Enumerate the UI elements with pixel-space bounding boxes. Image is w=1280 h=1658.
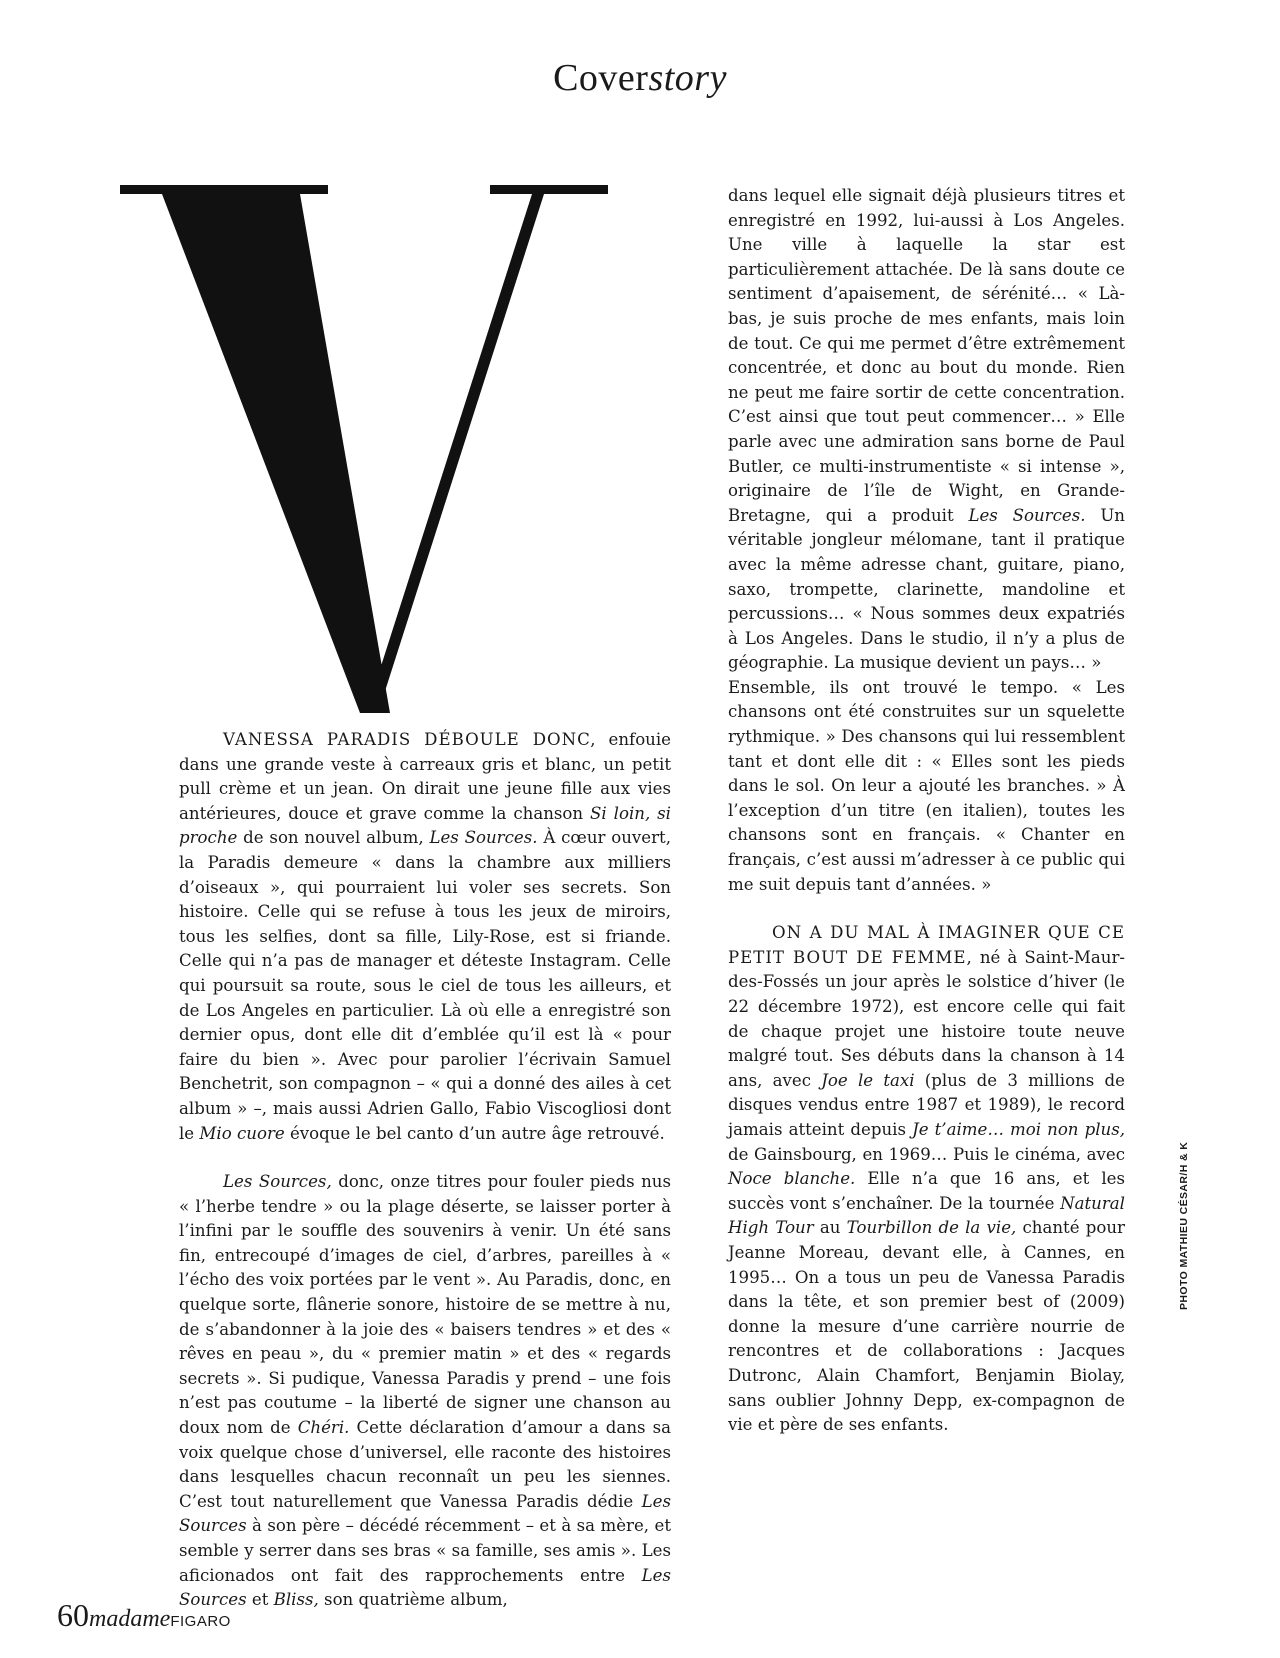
text: À cœur ouvert, la Paradis demeure « dans la chambre aux milliers d’oiseaux », qui pourraient lui voler ses secrets. Son histoire. Celle qui se refuse à tous les jeux de miroirs, tous les selfies, dont sa fille, Lily-Rose, est si friande. Celle qui n’a pas de manager et déteste Instagram. Celle qui poursuit sa route, sous le ciel de tous les ailleurs, et de Los Angeles en particulier. Là où elle a enregistré son dernier opus, dont elle dit d’emblée qu’il est là « pour faire du bien ». Avec pour parolier l’écrivain Samuel Benchetrit, son compagnon – « qui a donné des ailes à cet album » –, mais aussi Adrien Gallo, Fabio Viscogliosi dont le — [179, 828, 672, 1143]
album-title: Les Sources. — [968, 505, 1086, 525]
lead-in: ON A DU MAL À IMAGINER QUE CE PETIT BOUT DE FEMME, — [728, 923, 1125, 967]
text: dans lequel elle signait déjà plusieurs titres et enregistré en 1992, lui-aussi à Los Angeles. Une ville à laquelle la star est particulièrement attachée. De là sans doute ce sentiment d’apaisement, de sérénité… « Là-bas, je suis proche de mes enfants, mais loin de tout. Ce qui me permet d’être extrêmement concentrée, et donc au bout du monde. Rien ne peut me faire sortir de cette concentration. C’est ainsi que tout peut commencer… » Elle parle avec une admiration sans borne de Paul Butler, ce multi-instrumentiste « si intense », originaire de l’île de Wight, en Grande-Bretagne, qui a produit — [728, 186, 1125, 525]
photo-credit: PHOTO MATHIEU CÉSAR/H & K — [1178, 1141, 1190, 1310]
logo-madame: madame — [89, 1606, 171, 1632]
paragraph — [179, 728, 671, 1146]
paragraph — [179, 1170, 671, 1613]
text: Un véritable jongleur mélomane, tant il pratique avec la même adresse chant, guitare, piano, saxo, trompette, clarinette, mandoline et percussions… « Nous sommes deux expatriés à Los Angeles. Dans le studio, il n’y a plus de géographie. La musique devient un pays… » — [728, 505, 1125, 673]
text: à son père – décédé récemment – et à sa mère, et semble y serrer dans ses bras « sa famille, ses amis ». Les aficionados ont fait des rapprochements entre — [179, 1516, 671, 1585]
text: de Gainsbourg, en 1969… Puis le cinéma, avec — [728, 1144, 1125, 1164]
lead-in: VANESSA PARADIS DÉBOULE DONC, — [223, 730, 597, 749]
text: de son nouvel album, — [237, 828, 430, 848]
album-title: Les Sources — [179, 1491, 671, 1536]
text: né à Saint-Maur-des-Fossés un jour après le solstice d’hiver (le 22 décembre 1972), est encore celle qui fait de chaque projet une histoire toute neuve malgré tout. Ses débuts dans la chanson à 14 ans, avec — [728, 947, 1125, 1090]
drop-cap-v — [120, 185, 640, 713]
paragraph — [728, 921, 1125, 1437]
paragraph — [728, 184, 1125, 676]
text: (plus de 3 millions de disques vendus entre 1987 et 1989), le record jamais atteint depuis — [728, 1070, 1125, 1139]
text: évoque le bel canto d’un autre âge retrouvé. — [284, 1123, 665, 1143]
text: enfouie dans une grande veste à carreaux gris et blanc, un petit pull crème et un jean. On dirait une jeune fille aux vies antérieures, douce et grave comme la chanson — [179, 730, 671, 823]
song-title: Je t’aime… moi non plus, — [912, 1119, 1125, 1139]
article-column-right — [728, 184, 1125, 1438]
paragraph: Ensemble, ils ont trouvé le tempo. « Les chansons ont été construites sur un squelette rythmique. » Des chansons qui lui ressemblent tant et dont elle dit : « Elles sont les pieds dans le sol. On leur a ajouté les branches. » À l’exception d’un titre (en italien), toutes les chansons sont en français. « Chanter en français, c’est aussi m’adresser à ce public qui me suit depuis tant d’années. » — [728, 677, 1125, 894]
text: son quatrième album, — [318, 1590, 508, 1610]
section-header — [0, 56, 1280, 100]
song-title: Tourbillon de la vie, — [846, 1218, 1017, 1238]
song-title: Chéri. — [297, 1418, 350, 1438]
text: au — [813, 1218, 847, 1238]
tour-title: Natural High Tour — [728, 1193, 1125, 1238]
album-title: Bliss, — [273, 1590, 319, 1610]
album-title: Les Sources. — [429, 828, 538, 848]
song-title: Joe le taxi — [821, 1070, 915, 1090]
header-cover: Cover — [553, 57, 649, 99]
header-story: story — [648, 57, 727, 99]
logo-figaro: FIGARO — [170, 1613, 231, 1630]
page-number: 60 — [57, 1597, 89, 1633]
text: donc, onze titres pour fouler pieds nus « l’herbe tendre » ou la plage déserte, se laisser porter à l’infini par le souffle des souvenirs à venir. Un été sans fin, entrecoupé d’images de ciel, d’arbres, pareilles à « l’écho des voix portées par le vent ». Au Paradis, donc, en quelque sorte, flânerie sonore, histoire de se mettre à nu, de s’abandonner à la joie des « baisers tendres » et des « rêves en peau », du « premier matin » et des « regards secrets ». Si pudique, Vanessa Paradis y prend – une fois n’est pas coutume – la liberté de signer une chanson au doux nom de — [179, 1172, 671, 1438]
article-column-left — [179, 728, 671, 1613]
song-title: Mio cuore — [199, 1123, 285, 1143]
album-title: Les Sources, — [223, 1172, 332, 1192]
text: Elle n’a que 16 ans, et les succès vont s’enchaîner. De la tournée — [728, 1169, 1126, 1213]
album-title: Les Sources — [179, 1565, 671, 1610]
text: et — [246, 1590, 274, 1610]
text: chanté pour Jeanne Moreau, devant elle, à Cannes, en 1995… On a tous un peu de Vanessa Paradis dans la tête, et son premier best of (2009) donne la mesure d’une carrière nourrie de rencontres et de collaborations : Jacques Dutronc, Alain Chamfort, Benjamin Biolay, sans oublier Johnny Depp, ex-compagnon de vie et père de ses enfants. — [728, 1218, 1125, 1435]
song-title: Si loin, si proche — [179, 803, 671, 848]
text: Cette déclaration d’amour a dans sa voix quelque chose d’universel, elle raconte des histoires dans lesquelles chacun reconnaît un peu les siennes. C’est tout naturellement que Vanessa Paradis dédie — [179, 1418, 671, 1511]
page-footer — [57, 1597, 231, 1634]
film-title: Noce blanche. — [728, 1169, 856, 1189]
